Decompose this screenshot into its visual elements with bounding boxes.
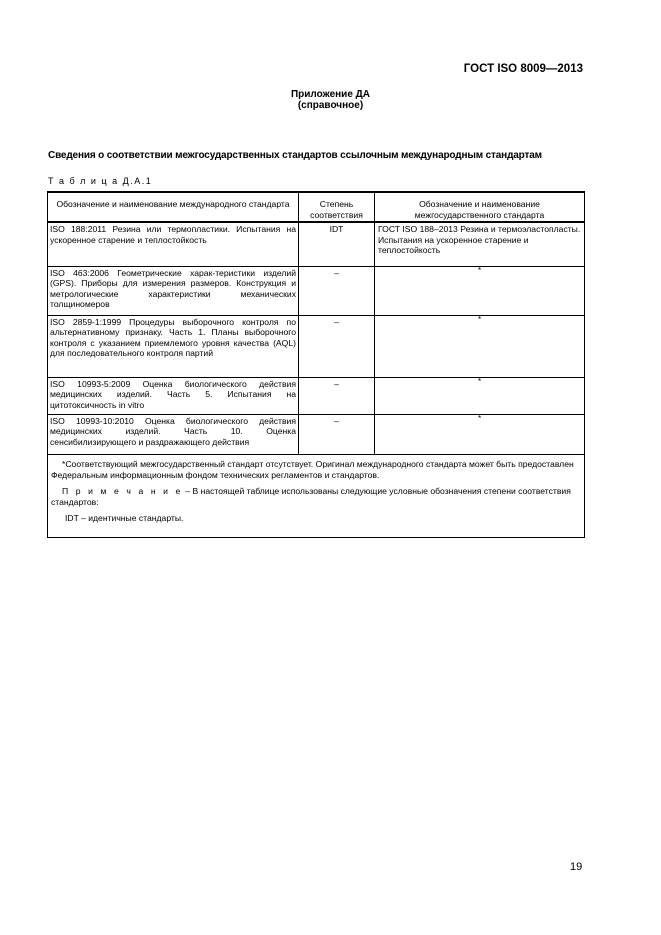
cell-national-standard: *	[375, 315, 585, 377]
table-row	[48, 222, 585, 266]
table-row	[48, 315, 585, 377]
cell-degree: IDT	[299, 222, 375, 266]
note-item-idt: IDT – идентичные стандарты.	[65, 512, 184, 523]
cell-intl-standard: ISO 10993-10:2010 Оценка биологического действия медицинских изделий. Часть 10. Оценка сенсибилизирующего и раздражающего действия	[48, 414, 299, 454]
page-number: 19	[570, 861, 583, 873]
table-row	[48, 414, 585, 454]
cell-degree: –	[299, 266, 375, 315]
cell-national-standard: *	[375, 414, 585, 454]
note-label: П р и м е ч а н и е	[62, 485, 183, 496]
cell-degree: –	[299, 414, 375, 454]
table-note	[51, 486, 580, 508]
document-code: ГОСТ ISO 8009—2013	[463, 63, 583, 75]
table-label: Т а б л и ц а Д.А.1	[48, 176, 153, 186]
cell-intl-standard: ISO 2859-1:1999 Процедуры выборочного контроля по альтернативному признаку. Часть 1. Планы выборочного контроля с указанием приемлемого уровня качества (AQL) для последовательного контроля партий	[48, 315, 299, 377]
cell-national-standard: ГОСТ ISO 188–2013 Резина и термоэластопласты. Испытания на ускоренное старение и теплостойкость	[375, 222, 585, 266]
table-footer-row	[48, 454, 585, 537]
table-row	[48, 377, 585, 414]
table-footnote: *Соответствующий межгосударственный стандарт отсутствует. Оригинал международного стандарта может быть предоставлен Федеральным информационным фондом технических регламентов и стандартов.	[51, 458, 574, 480]
cell-national-standard: *	[375, 266, 585, 315]
cell-national-standard: *	[375, 377, 585, 414]
annex-subtitle: (справочное)	[297, 100, 364, 111]
table-footer	[48, 454, 585, 537]
table-header-row	[48, 192, 585, 222]
header-degree: Степень соответствия	[299, 192, 375, 222]
header-intl-standard: Обозначение и наименование международного стандарта	[48, 192, 299, 222]
section-title: Сведения о соответствии межгосударственных стандартов ссылочным международным стандартам	[48, 150, 542, 161]
header-national-standard: Обозначение и наименование межгосударственного стандарта	[375, 192, 585, 222]
note-text: – В настоящей таблице использованы следующие условные обозначения степени соответствия стандартов:	[51, 485, 571, 507]
cell-intl-standard: ISO 188:2011 Резина или термопластики. Испытания на ускоренное старение и теплостойкость	[48, 222, 299, 266]
cell-degree: –	[299, 377, 375, 414]
cell-intl-standard: ISO 463:2006 Геометрические харак-теристики изделий (GPS). Приборы для измерения размеров. Конструкция и метрологические характеристики механических толщиномеров	[48, 266, 299, 315]
annex-heading	[0, 89, 661, 111]
annex-title: Приложение ДА	[290, 89, 371, 100]
cell-intl-standard: ISO 10993-5:2009 Оценка биологического действия медицинских изделий. Часть 5. Испытания на цитотоксичность in vitro	[48, 377, 299, 414]
cell-degree: –	[299, 315, 375, 377]
table-row	[48, 266, 585, 315]
correspondence-table	[47, 191, 585, 538]
